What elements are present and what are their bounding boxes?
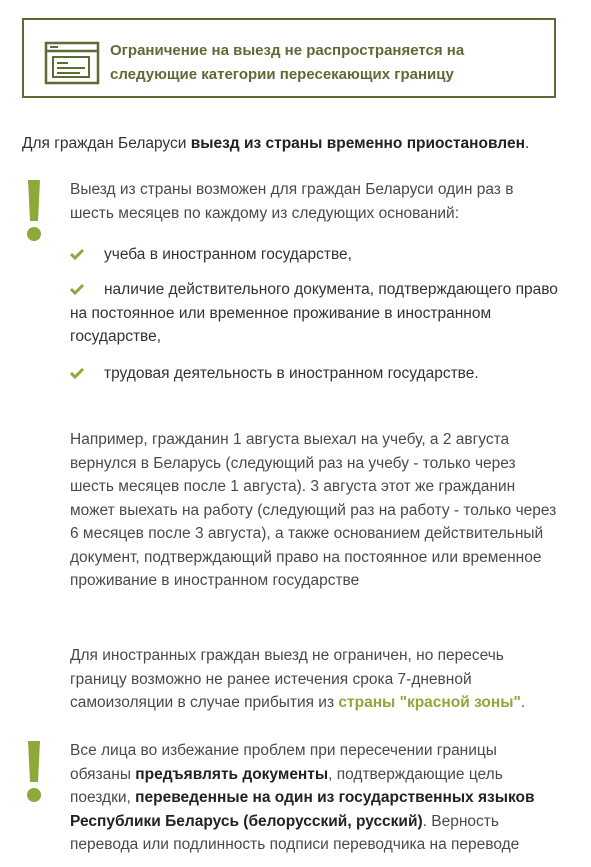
browser-window-icon xyxy=(44,41,100,85)
red-zone-link[interactable]: страны "красной зоны" xyxy=(338,694,521,711)
list-item-text: трудовая деятельность в иностранном государстве. xyxy=(104,365,479,382)
exclamation-icon xyxy=(25,180,43,242)
checkmark-icon xyxy=(70,367,84,379)
exclamation-icon xyxy=(25,741,43,803)
list-item xyxy=(70,243,560,267)
list-item-text: наличие действительного документа, подтверждающего право на постоянное или временное проживание в иностранном государстве, xyxy=(70,281,558,345)
documents-text: . Верность перевода или подлинность подписи переводчика на переводе xyxy=(70,812,520,853)
foreign-text: Для иностранных граждан выезд не ограничен, но пересечь границу возможно не ранее истечения срока 7-дневной самоизоляции в случае прибытия из xyxy=(70,647,504,711)
list-item xyxy=(70,278,560,349)
block1-lead: Выезд из страны возможен для граждан Беларуси один раз в шесть месяцев по каждому из следующих оснований: xyxy=(70,181,514,222)
list-item xyxy=(70,362,560,386)
checkmark-icon xyxy=(70,248,84,260)
notice-box xyxy=(22,18,556,98)
intro-prefix: Для граждан Беларуси xyxy=(22,135,191,152)
documents-text: , подтверждающие цель поездки, xyxy=(70,765,503,806)
intro-text xyxy=(22,133,529,155)
documents-bold: предъявлять документы xyxy=(135,765,329,783)
notice-title: Ограничение на выезд не распространяется на следующие категории пересекающих границу xyxy=(110,42,465,83)
foreign-paragraph xyxy=(70,644,560,715)
checkmark-icon xyxy=(70,283,84,295)
example-paragraph: Например, гражданин 1 августа выехал на учебу, а 2 августа вернулся в Беларусь (следующий раз на учебу - только через шесть месяцев после 1 августа). 3 августа этот же гражданин может выехать на работу (следующий раз на работу - только через 6 месяцев после 3 августа), а также основанием действительный документ, подтверждающий право на постоянное или временное проживание в иностранном государстве xyxy=(70,431,557,589)
foreign-suffix: . xyxy=(520,694,526,711)
documents-paragraph xyxy=(70,739,560,857)
languages-bold: переведенные на один из государственных языков Республики Беларусь (белорусский, русский) xyxy=(70,789,535,830)
intro-bold: выезд из страны временно приостановлен xyxy=(190,135,525,152)
documents-text: Все лица во избежание проблем при пересечении границы обязаны xyxy=(70,742,497,783)
list-item-text: учеба в иностранном государстве, xyxy=(104,246,352,263)
intro-suffix: . xyxy=(524,135,530,152)
